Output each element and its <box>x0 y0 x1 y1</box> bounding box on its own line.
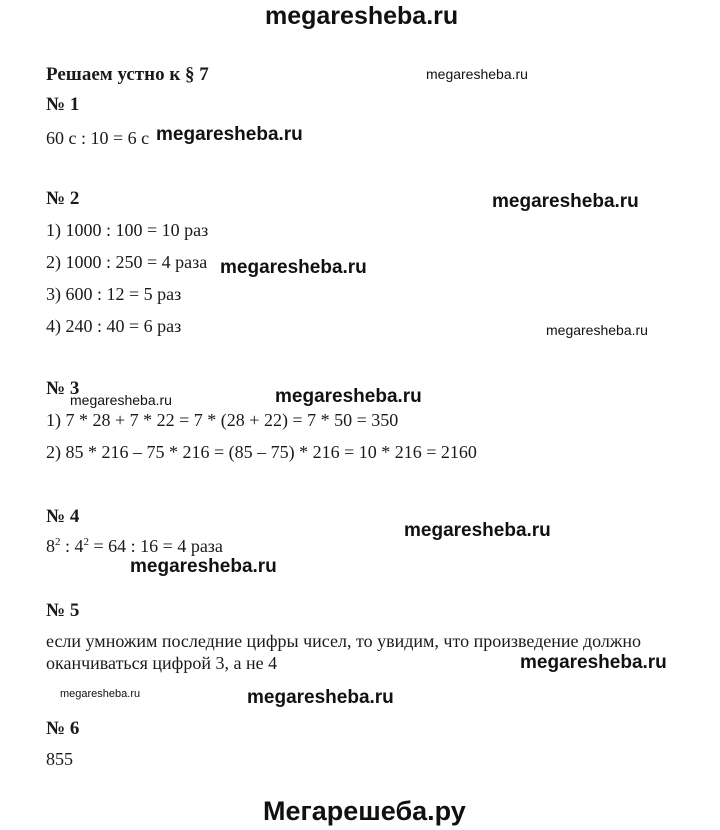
task-2-line-2: 2) 1000 : 250 = 4 раза <box>46 252 208 272</box>
task-1-number: № 1 <box>46 94 80 115</box>
task-4-rest: = 64 : 16 = 4 раза <box>89 536 223 556</box>
watermark: megaresheba.ru <box>275 386 422 407</box>
task-5-line-2: оканчиваться цифрой 3, а не 4 <box>46 653 278 673</box>
page-title: Решаем устно к § 7 <box>46 64 209 85</box>
task-1-line-1: 60 с : 10 = 6 с <box>46 128 150 148</box>
task-4-line-1 <box>46 536 223 557</box>
task-5-number: № 5 <box>46 600 80 621</box>
watermark: megaresheba.ru <box>247 687 394 708</box>
watermark: megaresheba.ru <box>426 66 528 82</box>
watermark: megaresheba.ru <box>520 652 667 673</box>
task-4-mid: : 4 <box>60 536 84 556</box>
watermark: megaresheba.ru <box>130 556 277 577</box>
task-2-number: № 2 <box>46 188 80 209</box>
watermark: megaresheba.ru <box>156 124 303 145</box>
task-3-line-1: 1) 7 * 28 + 7 * 22 = 7 * (28 + 22) = 7 * 50 = 350 <box>46 410 399 430</box>
watermark: megaresheba.ru <box>70 392 172 408</box>
task-4-exponent-2: 2 <box>83 536 90 548</box>
task-3-number: № 3 <box>46 378 80 399</box>
task-6-line-1: 855 <box>46 749 73 769</box>
site-header: megaresheba.ru <box>265 2 459 30</box>
task-4-number: № 4 <box>46 506 80 527</box>
task-2-line-1: 1) 1000 : 100 = 10 раз <box>46 220 209 240</box>
task-6-number: № 6 <box>46 718 80 739</box>
watermark: megaresheba.ru <box>492 191 639 212</box>
site-footer: Мегарешеба.ру <box>263 796 466 826</box>
watermark: megaresheba.ru <box>546 322 648 338</box>
task-3-line-2: 2) 85 * 216 – 75 * 216 = (85 – 75) * 216 = 10 * 216 = 2160 <box>46 442 477 462</box>
watermark: megaresheba.ru <box>60 688 141 700</box>
task-4-base: 8 <box>46 536 55 556</box>
watermark: megaresheba.ru <box>220 257 367 278</box>
task-2-line-3: 3) 600 : 12 = 5 раз <box>46 284 182 304</box>
task-5-line-1: если умножим последние цифры чисел, то увидим, что произведение должно <box>46 631 641 651</box>
task-2-line-4: 4) 240 : 40 = 6 раз <box>46 316 182 336</box>
task-4-exponent-1: 2 <box>55 536 61 548</box>
watermark: megaresheba.ru <box>404 520 551 541</box>
